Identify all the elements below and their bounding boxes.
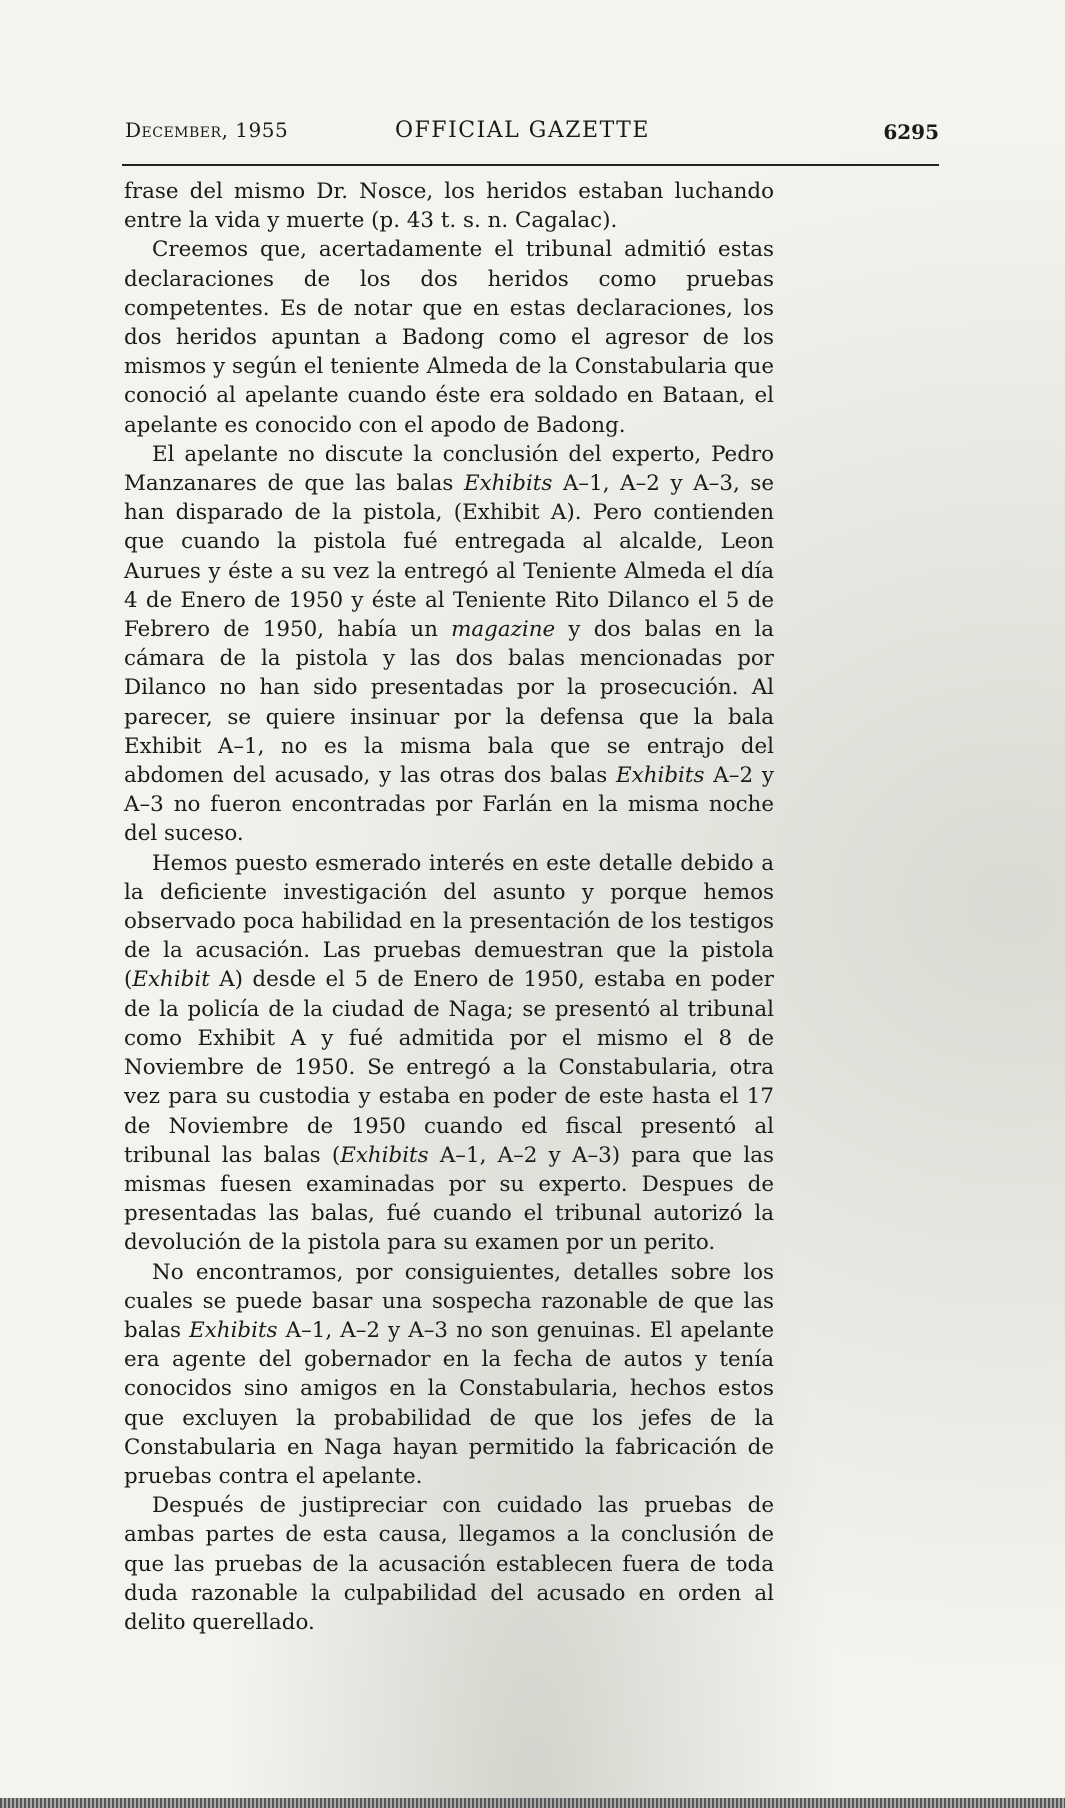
paragraph-text: No encontramos, por consiguientes, detalles sobre los cuales se puede basar una sospecha razonable de que las balas: [124, 1259, 774, 1343]
italic-text: Exhibit: [132, 967, 210, 993]
paragraph-text: Hemos puesto esmerado interés en este detalle debido a la deficiente investigación del asunto y porque hemos observado poca habilidad en la presentación de los testigos de la acusación. Las pruebas demuestran que la pistola (: [124, 850, 774, 993]
paragraph-text: A–2 y A–3 no fueron encontradas por Farlán en la misma noche del suceso.: [124, 763, 775, 847]
page-header: [125, 118, 939, 152]
paragraph: [124, 177, 774, 235]
paragraph: [124, 235, 774, 439]
paragraph-text: A–1, A–2 y A–3 no son genuinas. El apelante era agente del gobernador en la fecha de autos y tenía conocidos sino amigos en la Constabularia, hechos estos que excluyen la probabilidad de que los jefes de la Constabularia en Naga hayan permitido la fabricación de pruebas contra el apelante.: [124, 1317, 774, 1489]
paragraph-text: Después de justipreciar con cuidado las pruebas de ambas partes de esta causa, llegamos a la conclusión de que las pruebas de la acusación establecen fuera de toda duda razonable la culpabilidad del acusado en orden al delito querellado.: [124, 1493, 774, 1635]
scan-edge-band: [0, 1798, 1065, 1808]
italic-text: magazine: [451, 617, 556, 643]
paragraph: [124, 440, 774, 849]
page-number: 6295: [883, 120, 939, 144]
italic-text: Exhibits: [340, 1142, 429, 1168]
paragraph-text: Creemos que, acertadamente el tribunal admitió estas declaraciones de los dos heridos como pruebas competentes. Es de notar que en estas declaraciones, los dos heridos apuntan a Badong como el agresor de los mismos y según el teniente Almeda de la Constabularia que conoció al apelante cuando éste era soldado en Bataan, el apelante es conocido con el apodo de Badong.: [124, 237, 774, 438]
italic-text: Exhibits: [463, 471, 553, 497]
paragraph-text: A) desde el 5 de Enero de 1950, estaba en poder de la policía de la ciudad de Naga; se presentó al tribunal como Exhibit A y fué admitida por el mismo el 8 de Noviembre de 1950. Se entregó a la Constabularia, otra vez para su custodia y estaba en poder de este hasta el 17 de Noviembre de 1950 cuando ed fiscal presentó al tribunal las balas (: [124, 967, 774, 1168]
header-date: December, 1955: [125, 118, 289, 142]
paragraph-text: frase del mismo Dr. Nosce, los heridos estaban luchando entre la vida y muerte (p. 43 t. s. n. Cagalac).: [124, 179, 774, 234]
paragraph-text: A–1, A–2 y A–3) para que las mismas fuesen examinadas por su experto. Despues de presentadas las balas, fué cuando el tribunal autorizó la devolución de la pistola para su examen por un perito.: [124, 1142, 774, 1256]
body-text: [124, 177, 774, 1637]
paragraph: [124, 1491, 774, 1637]
italic-text: Exhibits: [616, 763, 705, 789]
paragraph-text: y dos balas en la cámara de la pistola y las dos balas mencionadas por Dilanco no han sido presentadas por la prosecución. Al parecer, se quiere insinuar por la defensa que la bala Exhibit A–1, no es la misma bala que se entrajo del abdomen del acusado, y las otras dos balas: [124, 617, 774, 789]
italic-text: Exhibits: [189, 1317, 278, 1343]
paragraph: [124, 1258, 774, 1492]
paragraph: [124, 849, 774, 1258]
paragraph-text: El apelante no discute la conclusión del experto, Pedro Manzanares de que las balas: [124, 441, 774, 497]
header-rule: [122, 164, 939, 166]
header-publication-title: OFFICIAL GAZETTE: [395, 118, 650, 143]
paragraph-text: A–1, A–2 y A–3, se han disparado de la pistola, (Exhibit A). Pero contienden que cuando la pistola fué entregada al alcalde, Leon Aurues y éste a su vez la entregó al Teniente Almeda el día 4 de Enero de 1950 y éste al Teniente Rito Dilanco el 5 de Febrero de 1950, había un: [124, 471, 774, 643]
